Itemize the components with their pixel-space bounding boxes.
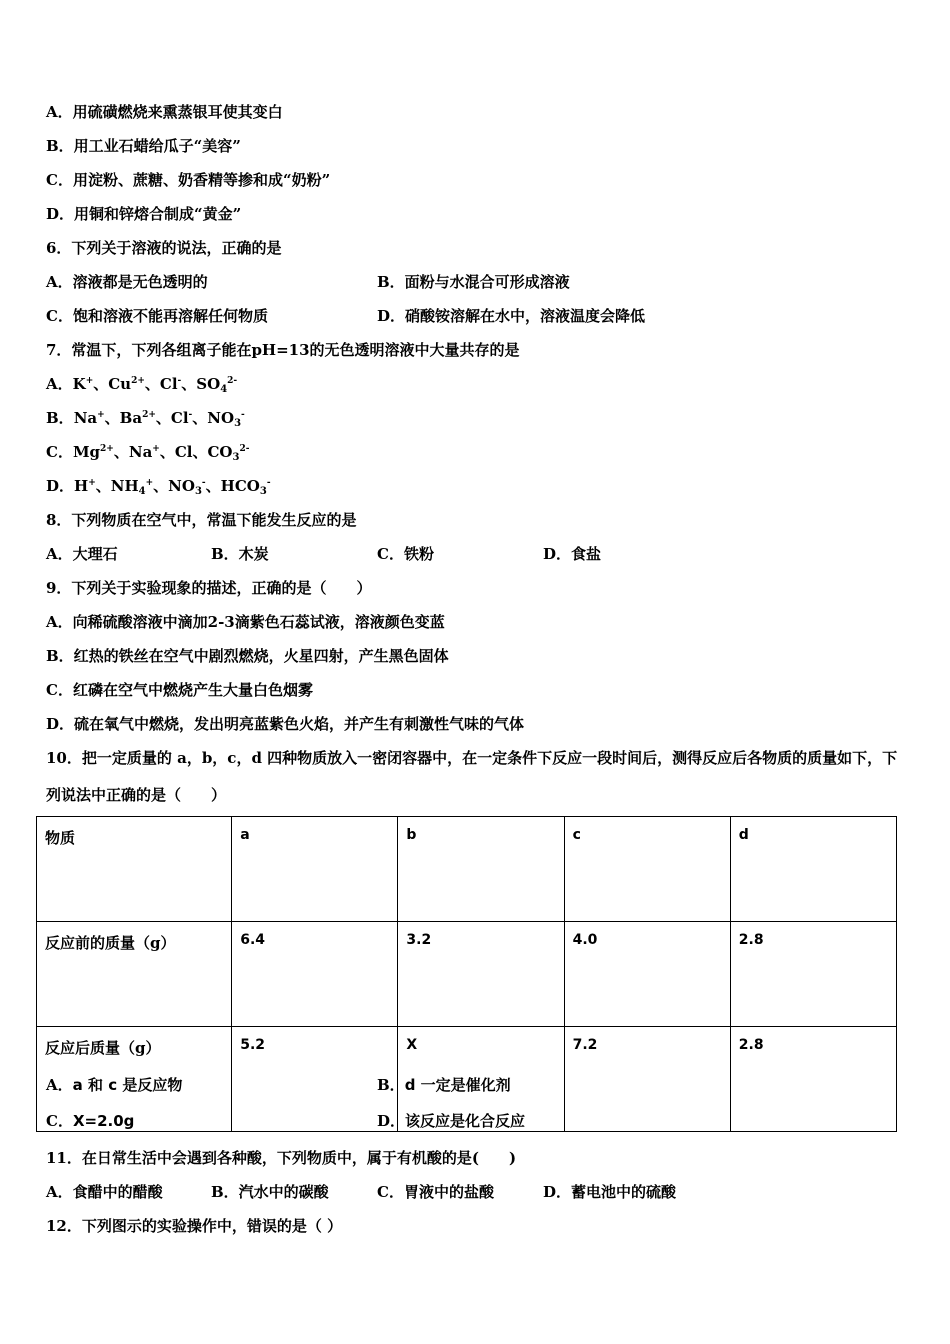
q8-stem: 8．下列物质在空气中，常温下能发生反应的是 xyxy=(46,511,357,529)
q6-option-c: C．饱和溶液不能再溶解任何物质 xyxy=(46,307,268,325)
q6-option-a: A．溶液都是无色透明的 xyxy=(46,273,208,291)
table-header-cell: a xyxy=(232,817,398,922)
q5-option-b: B．用工业石蜡给瓜子“美容” xyxy=(46,137,241,155)
q11-option-b: B．汽水中的碳酸 xyxy=(211,1183,329,1201)
q11-stem: 11．在日常生活中会遇到各种酸，下列物质中，属于有机酸的是( ) xyxy=(46,1149,517,1167)
table-cell: 6.4 xyxy=(232,922,398,1027)
q11-option-d: D．蓄电池中的硫酸 xyxy=(543,1183,677,1201)
q5-option-c: C．用淀粉、蔗糖、奶香精等掺和成“奶粉” xyxy=(46,171,331,189)
table-cell: 反应前的质量（g） xyxy=(37,922,232,1027)
q6-option-d: D．硝酸铵溶解在水中，溶液温度会降低 xyxy=(377,307,646,325)
q9-option-b: B．红热的铁丝在空气中剧烈燃烧，火星四射，产生黑色固体 xyxy=(46,647,449,665)
q6-stem: 6．下列关于溶液的说法，正确的是 xyxy=(46,239,282,257)
table-cell: 7.2 xyxy=(564,1027,730,1132)
q7-option-b: B．Na+、$Ba^{2+}$、Cl-、$NO_3^-$ xyxy=(46,409,245,429)
table-cell: 2.8 xyxy=(730,922,896,1027)
table-header-cell: c xyxy=(564,817,730,922)
q8-option-d: D．食盐 xyxy=(543,545,602,563)
q5-option-d: D．用铜和锌熔合制成“黄金” xyxy=(46,205,242,223)
table-header-row xyxy=(37,817,897,922)
q11-option-a: A．食醋中的醋酸 xyxy=(46,1183,163,1201)
q5-option-a: A．用硫磺燃烧来熏蒸银耳使其变白 xyxy=(46,103,283,121)
q10-option-c: C．X=2.0g xyxy=(46,1112,135,1130)
q8-option-b: B．木炭 xyxy=(211,545,269,563)
q10-option-a: A．a 和 c 是反应物 xyxy=(46,1076,183,1094)
q7-option-c: C．$Mg^{2+}$、Na+、Cl、$CO_3^{2-}$ xyxy=(46,443,250,463)
q9-option-a: A．向稀硫酸溶液中滴加2-3滴紫色石蕊试液，溶液颜色变蓝 xyxy=(46,613,445,631)
table-cell: 反应后质量（g） xyxy=(37,1027,232,1132)
q10-stem: 10．把一定质量的 a，b，c，d 四种物质放入一密闭容器中，在一定条件下反应一段时间后，测得反应后各物质的质量如下，下列说法中正确的是（ ） xyxy=(46,749,898,804)
q9-option-c: C．红磷在空气中燃烧产生大量白色烟雾 xyxy=(46,681,313,699)
q7-option-d: D．H+、$NH_4^+$、$NO_3^-$、$HCO_3^-$ xyxy=(46,477,271,497)
q9-option-d: D．硫在氧气中燃烧，发出明亮蓝紫色火焰，并产生有刺激性气味的气体 xyxy=(46,715,525,733)
table-header-cell: 物质 xyxy=(37,817,232,922)
table-header-cell: d xyxy=(730,817,896,922)
table-cell: 2.8 xyxy=(730,1027,896,1132)
q6-option-b: B．面粉与水混合可形成溶液 xyxy=(377,273,570,291)
q8-option-a: A．大理石 xyxy=(46,545,118,563)
q11-option-c: C．胃液中的盐酸 xyxy=(377,1183,494,1201)
q12-stem: 12．下列图示的实验操作中，错误的是（ ） xyxy=(46,1217,343,1235)
table-row xyxy=(37,922,897,1027)
q8-option-c: C．铁粉 xyxy=(377,545,434,563)
q10-option-b: B．d 一定是催化剂 xyxy=(377,1076,511,1094)
table-cell: 4.0 xyxy=(564,922,730,1027)
table-cell: X xyxy=(398,1027,564,1132)
q10-option-d: D．该反应是化合反应 xyxy=(377,1112,526,1130)
table-cell: 3.2 xyxy=(398,922,564,1027)
q7-stem: 7．常温下，下列各组离子能在pH=13的无色透明溶液中大量共存的是 xyxy=(46,341,520,359)
table-cell: 5.2 xyxy=(232,1027,398,1132)
table-header-cell: b xyxy=(398,817,564,922)
q9-stem: 9．下列关于实验现象的描述，正确的是（ ） xyxy=(46,579,372,597)
q7-option-a: A．K+、$Cu^{2+}$、Cl-、$SO_4^{2-}$ xyxy=(46,375,238,395)
